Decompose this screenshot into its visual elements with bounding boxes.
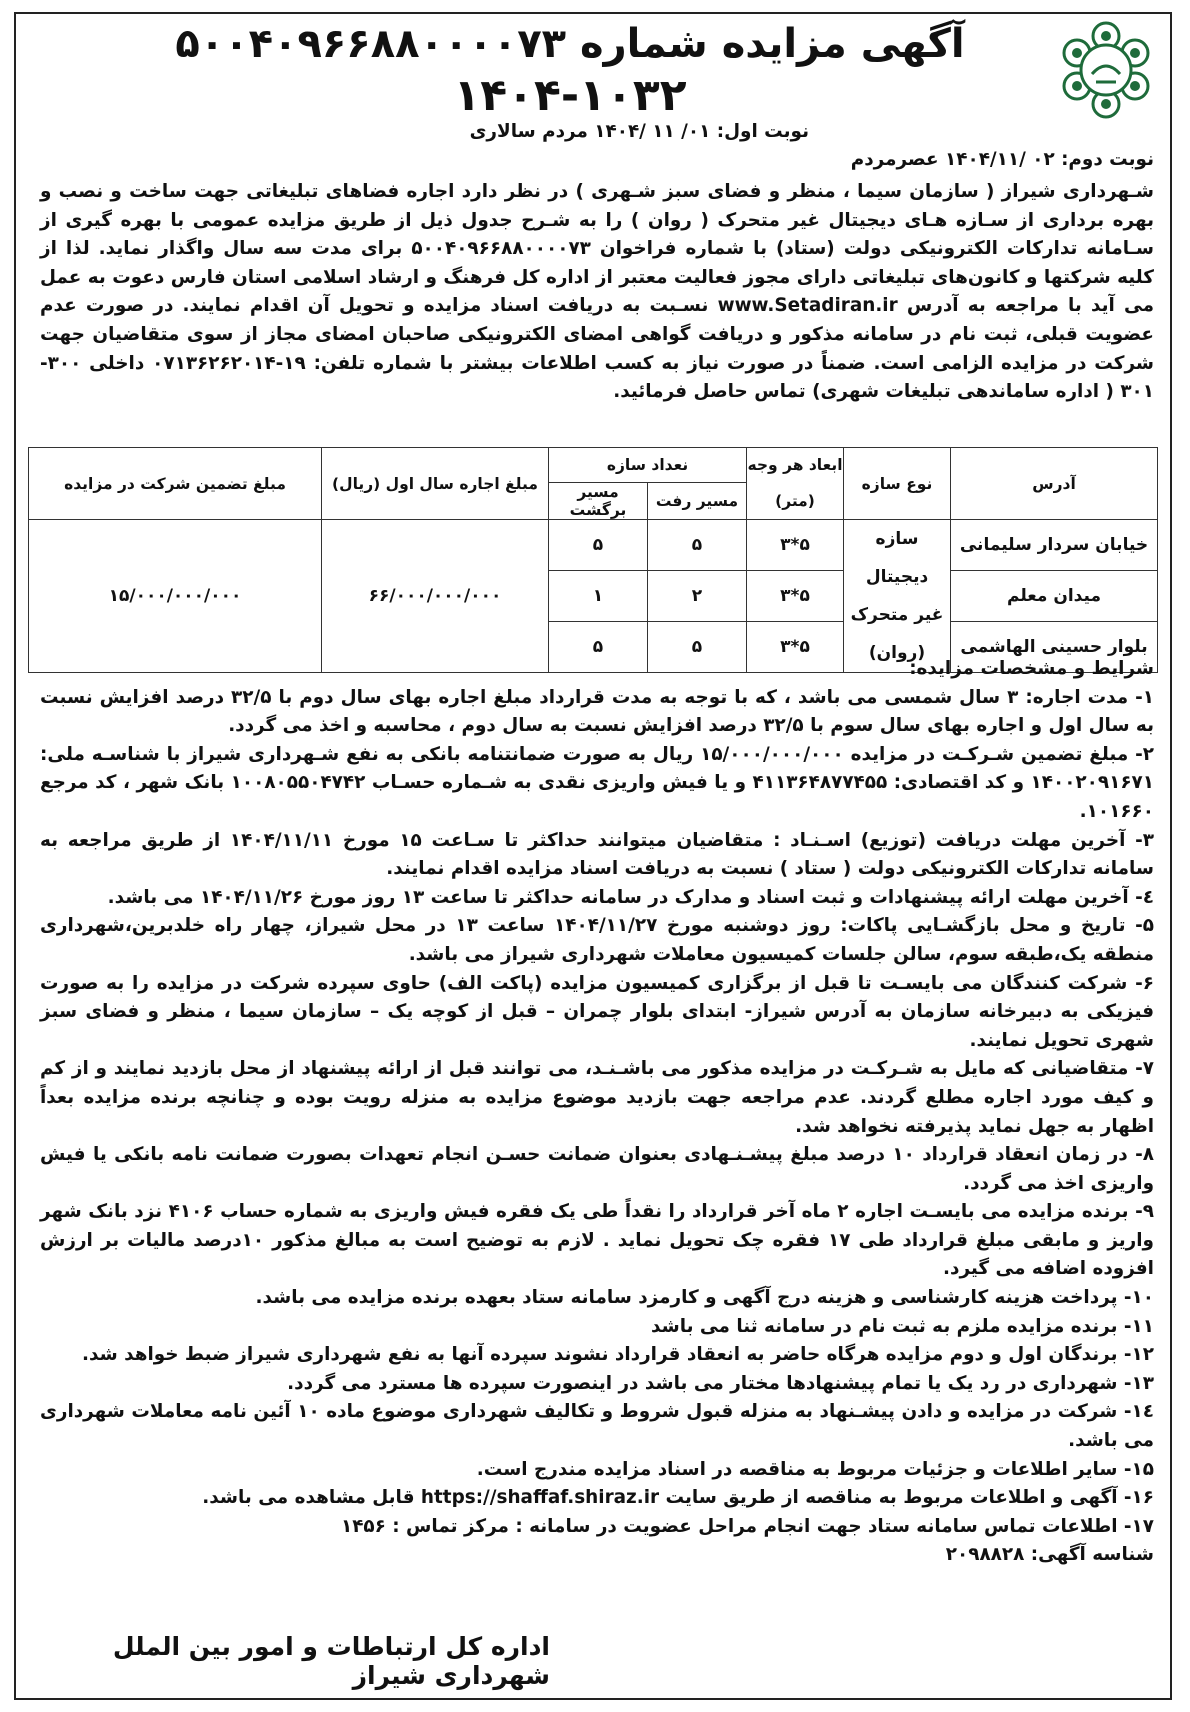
term-item: ۱۳- شهرداری در رد یک یا تمام پیشنهادها مختار می باشد در اینصورت سپرده ها مسترد می گردد. [287, 1372, 1154, 1394]
cell-address: میدان معلم [951, 571, 1158, 622]
cell-forward: ۵ [648, 520, 747, 571]
type-line: (روان) [868, 643, 926, 663]
shiraz-municipality-logo [1056, 20, 1156, 120]
term-item: ۳- آخرین مهلت دریافت (توزیع) اسـنـاد : متقاضیان میتوانند حداکثر تا سـاعت ۱۵ مورخ ۱۴۰۴/۱۱/۱۱ از طریق مراجعه به سامانه تدارکات الکترونیکی دولت ( ستاد ) نسبت به دریافت اسناد مزایده اقدام نمایند. [40, 829, 1154, 880]
terms-heading: شرایط و مشخصات مزایده: [909, 658, 1154, 679]
cell-return: ۱ [549, 571, 648, 622]
term-item: ۵- تاریخ و محل بازگشـایی پاکات: روز دوشنبه مورخ ۱۴۰۴/۱۱/۲۷ ساعت ۱۳ در محل شیراز، چهار راه خلدبرین،شهرداری منطقه یک،طبقه سوم، سالن جلسات کمیسیون معاملات شهرداری شیراز می باشد. [40, 915, 1154, 965]
cell-dimensions: ۵*۳ [747, 622, 844, 673]
cell-return: ۵ [549, 520, 648, 571]
title-line-2: ۱۴۰۴-۱۰۳۲ [453, 70, 687, 121]
second-publication: نوبت دوم: ۰۲ /۱۴۰۴/۱۱ عصرمردم [850, 148, 1154, 170]
cell-forward: ۵ [648, 622, 747, 673]
term-item: ٤- آخرین مهلت ارائه پیشنهادات و ثبت اسناد و مدارک در سامانه حداکثر تا ساعت ۱۳ روز مورخ ۱۴۰۴/۱۱/۲۶ می باشد. [107, 886, 1154, 908]
header-address: آدرس [951, 448, 1158, 520]
cell-guarantee: ۱۵/۰۰۰/۰۰۰/۰۰۰ [29, 520, 322, 673]
header-type: نوع سازه [844, 448, 951, 520]
cell-rent: ۶۶/۰۰۰/۰۰۰/۰۰۰ [322, 520, 549, 673]
cell-structure-type [844, 520, 951, 673]
header-count: نعداد سازه [549, 448, 747, 483]
term-item: ۱۲- برندگان اول و دوم مزایده هرگاه حاضر به انعقاد قرارداد نشوند سپرده آنها به نفع شهرداری شیراز ضبط خواهد شد. [81, 1344, 1154, 1366]
header-count-return: مسیر برگشت [549, 483, 648, 520]
term-item: ۱۷- اطلاعات تماس سامانه ستاد جهت انجام مراحل عضویت در سامانه : مرکز تماس : ۱۴۵۶ [340, 1515, 1154, 1537]
cell-dimensions: ۵*۳ [747, 571, 844, 622]
term-item: ۱۵- سایر اطلاعات و جزئیات مربوط به مناقصه در اسناد مزایده مندرج است. [476, 1458, 1154, 1480]
title-line-1: آگهی مزایده شماره ۵۰۰۴۰۹۶۶۸۸۰۰۰۰۷۳ [175, 21, 965, 67]
term-item: ۱٤- شرکت در مزایده و دادن پیشـنهاد به منزله قبول شروط و تکالیف شهرداری موضوع ماده ۱۰ آئین نامه معاملات شهرداری می باشد. [40, 1401, 1154, 1452]
term-item: ۱۶- آگهی و اطلاعات مربوط به مناقصه از طریق سایت https://shaffaf.shiraz.ir قابل مشاهده می باشد. [202, 1487, 1154, 1509]
term-item: ۷- متقاضیانی که مایل به شـرکـت در مزایده مذکور می باشـنـد، می توانند قبل از ارائه پیشنهاد از محل بازدید نمایند و از کم و کیف مورد اجاره مطلع گردند. عدم مراجعه جهت بازدید موضوع مزایده به منزله رویت بوده و چنانچه برنده مزایده بعداً اظهار به جهل نماید پذیرفته نخواهد شد. [40, 1058, 1154, 1137]
cell-address: بلوار حسینی الهاشمی [951, 622, 1158, 673]
term-item: ۱۱- برنده مزایده ملزم به ثبت نام در سامانه ثنا می باشد [651, 1315, 1154, 1337]
header-count-forward: مسیر رفت [648, 483, 747, 520]
ad-id: شناسه آگهی: ۲۰۹۸۸۲۸ [945, 1544, 1154, 1566]
term-item: ۹- برنده مزایده می بایسـت اجاره ۲ ماه آخر قرارداد را نقداً طی یک فقره فیش واریزی به شماره حساب ۴۱۰۶ نزد بانک شهر واریز و مابقی مبلغ قرارداد طی ۱۷ فقره چک تحویل نماید . لازم به توضیح است به مبالغ مذکور ۱۰درصد مالیات بر ارزش افزوده اضافه می گیرد. [40, 1201, 1154, 1280]
publication-dates [44, 118, 1154, 173]
term-item: ۲- مبلغ تضمین شـرکـت در مزایده ۱۵/۰۰۰/۰۰۰/۰۰۰ ریال به صورت ضمانتنامه بانکی به نفع شـهرداری شیراز با شناسـه ملی: ۱۴۰۰۲۰۹۱۶۷۱ و کد اقتصادی: ۴۱۱۳۶۴۸۷۷۴۵۵ و یا فیش واریزی نقدی به شـماره حسـاب ۱۰۰۸۰۵۵۰۴۷۴۲ بانک شهر ، کد مرجع ۱۰۱۶۶۰. [40, 743, 1154, 822]
header-dimensions: ابعاد هر وجه [747, 448, 844, 483]
intro-paragraph: شـهرداری شیراز ( سازمان سیما ، منظر و فضای سبز شـهری ) در نظر دارد اجاره فضاهای تبلیغاتی جهت ساخت و نصب و بهره برداری از سـازه هـای دیجیتال غیر متحرک ( روان ) را به شـرح جدول ذیل از طریق مزایده عمومی با بهره گیری از سـامانه تدارکات الکترونیکی دولت (ستاد) با شماره فراخوان ۵۰۰۴۰۹۶۶۸۸۰۰۰۰۷۳ برای مدت سه سال واگذار نماید. لذا از کلیه شرکتها و کانون‌های تبلیغاتی دارای مجوز فعالیت معتبر از اداره کل فرهنگ و ارشاد اسلامی استان فارس دعوت به عمل می آید با مراجعه به آدرس www.Setadiran.ir نسـبت به دریافت اسناد مزایده و تحویل آن اقدام نمایند. در صورت عدم عضویت قبلی، ثبت نام در سامانه مذکور و دریافت گواهی امضای الکترونیکی صاحبان امضای مجاز از سوی متقاضیان جهت شرکت در مزایده الزامی است. ضمناً در صورت نیاز به کسب اطلاعات بیشتر با شماره تلفن: ۱۹-۰۷۱۳۶۲۶۲۰۱۴ داخلی ۳۰۰- ۳۰۱ ( اداره ساماندهی تبلیغات شهری) تماس حاصل فرمائید. [40, 181, 1154, 403]
cell-dimensions: ۵*۳ [747, 520, 844, 571]
header-rent: مبلغ اجاره سال اول (ریال) [322, 448, 549, 520]
auction-terms [40, 655, 1154, 1570]
term-item: ۶- شرکت کنندگان می بایسـت تا قبل از برگزاری کمیسیون مزایده (پاکت الف) حاوی سپرده شرکت در مزایده را به صورت فیزیکی به دبیرخانه سازمان به آدرس شیراز- ابتدای بلوار چمران – قبل از کوچه یک – سازمان سیما ، منظر و فضای سبز شهری تحویل نمایند. [40, 972, 1154, 1051]
signature-office: اداره کل ارتباطات و امور بین الملل شهرداری شیراز [112, 1632, 550, 1690]
type-line: غیر متحرک [850, 605, 944, 625]
first-publication: نوبت اول: ۰۱/ ۱۱ /۱۴۰۴ مردم سالاری [469, 121, 809, 142]
term-item: ۸- در زمان انعقاد قرارداد ۱۰ درصد مبلغ پیشـنـهادی بعنوان ضمانت حسـن انجام تعهدات بصورت ضمانت نامه بانکی یا فیش واریزی اخذ می گردد. [40, 1144, 1155, 1194]
cell-address: خیابان سردار سلیمانی [951, 520, 1158, 571]
cell-forward: ۲ [648, 571, 747, 622]
page-title [120, 18, 1020, 122]
header-dimensions-unit: (متر) [747, 483, 844, 520]
type-line: سازه دیجیتال [865, 529, 929, 587]
auction-table [28, 447, 1158, 673]
term-item: ۱۰- پرداخت هزینه کارشناسی و هزینه درج آگهی و کارمزد سامانه ستاد بعهده برنده مزایده می باشد. [255, 1287, 1154, 1309]
table-row [29, 520, 1158, 571]
header-guarantee: مبلغ تضمین شرکت در مزایده [29, 448, 322, 520]
term-item: ۱- مدت اجاره: ۳ سال شمسی می باشد ، که با توجه به مدت قرارداد مبلغ اجاره بهای سال دوم با ۳۲/۵ درصد افزایش نسبت به سال اول و اجاره بهای سال سوم با ۳۲/۵ درصد افزایش نسبت به سال دوم ، محاسبه و اخذ می گردد. [40, 686, 1154, 737]
cell-return: ۵ [549, 622, 648, 673]
